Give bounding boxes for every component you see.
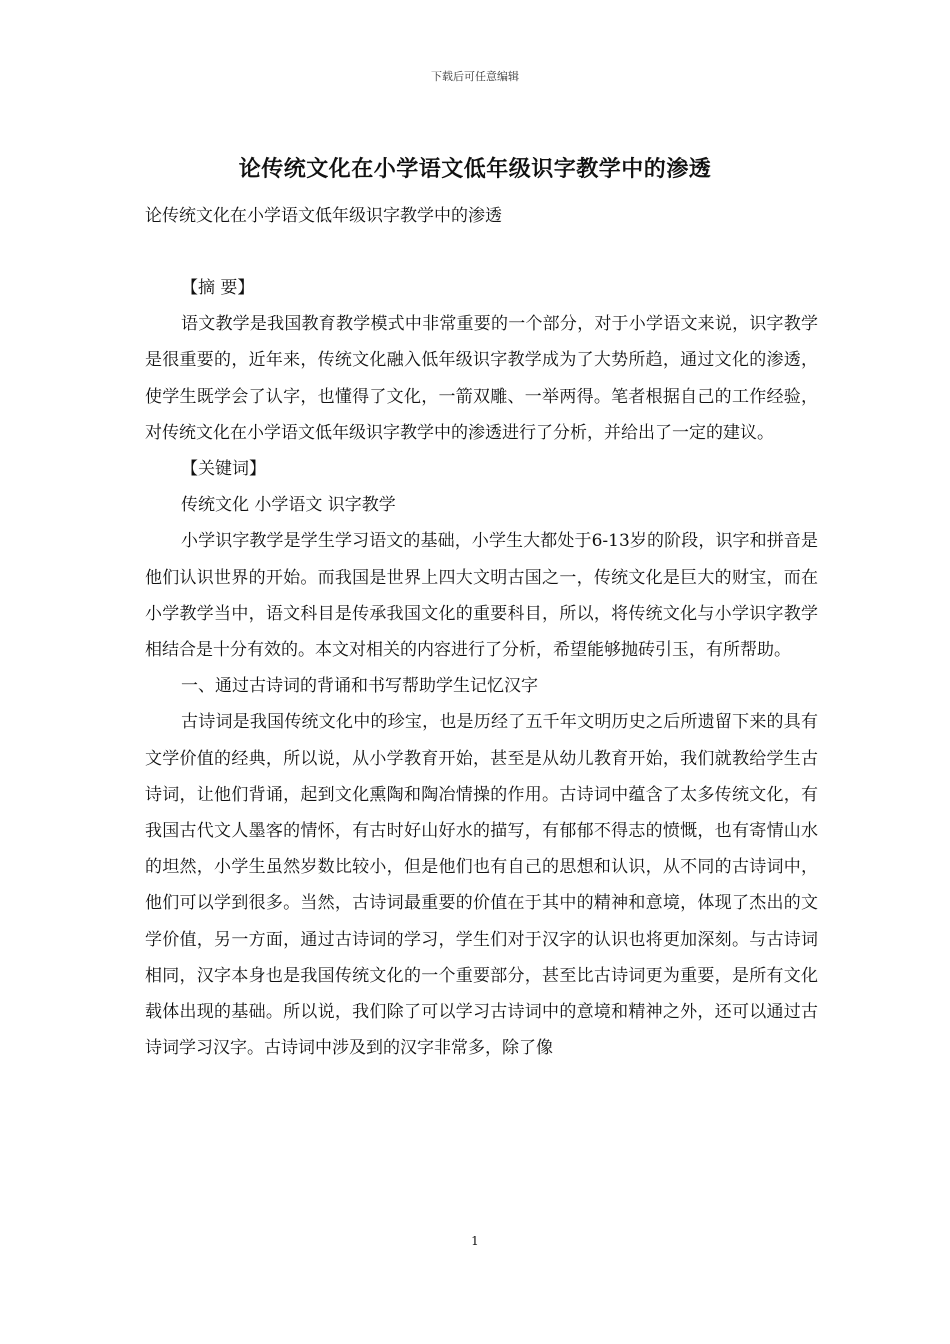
document-title: 论传统文化在小学语文低年级识字教学中的渗透 [238, 156, 712, 182]
keywords-heading: 【关键词】 [181, 459, 266, 480]
page-number: 1 [471, 1234, 479, 1248]
header-note: 下载后可任意编辑 [431, 70, 519, 83]
section1-paragraph: 古诗词是我国传统文化中的珍宝，也是历经了五千年文明历史之后所遗留下来的具有文学价值的经典，所以说，从小学教育开始，甚至是从幼儿教育开始，我们就教给学生古诗词，让他们背诵，起到文化熏陶和陶冶情操的作用。古诗词中蕴含了太多传统文化，有我国古代文人墨客的情怀，有古时好山好水的描写，有郁郁不得志的愤慨，也有寄情山水的坦然，小学生虽然岁数比较小，但是他们也有自己的思想和认识，从不同的古诗词中，他们可以学到很多。当然，古诗词最重要的价值在于其中的精神和意境，体现了杰出的文学价值，另一方面，通过古诗词的学习，学生们对于汉字的认识也将更加深刻。与古诗词相同，汉字本身也是我国传统文化的一个重要部分，甚至比古诗词更为重要，是所有文化载体出现的基础。所以说，我们除了可以学习古诗词中的意境和精神之外，还可以通过古诗词学习汉字。古诗词中涉及到的汉字非常多，除了像 [145, 712, 818, 1059]
abstract-heading: 【摘 要】 [181, 278, 255, 298]
abstract-paragraph: 语文教学是我国教育教学模式中非常重要的一个部分，对于小学语文来说，识字教学是很重要的，近年来，传统文化融入低年级识字教学成为了大势所趋，通过文化的渗透，使学生既学会了认字，也懂得了文化，一箭双雕、一举两得。笔者根据自己的工作经验，对传统文化在小学语文低年级识字教学中的渗透进行了分析，并给出了一定的建议。 [145, 314, 818, 443]
section1-heading: 一、通过古诗词的背诵和书写帮助学生记忆汉字 [181, 676, 538, 697]
document-subtitle: 论传统文化在小学语文低年级识字教学中的渗透 [145, 206, 502, 226]
document-body [145, 270, 818, 1066]
keywords-paragraph: 传统文化 小学语文 识字教学 [181, 495, 396, 516]
intro-paragraph: 小学识字教学是学生学习语文的基础，小学生大都处于6-13岁的阶段，识字和拼音是他们认识世界的开始。而我国是世界上四大文明古国之一，传统文化是巨大的财宝，而在小学教学当中，语文科目是传承我国文化的重要科目，所以，将传统文化与小学识字教学相结合是十分有效的。本文对相关的内容进行了分析，希望能够抛砖引玉，有所帮助。 [145, 531, 818, 661]
